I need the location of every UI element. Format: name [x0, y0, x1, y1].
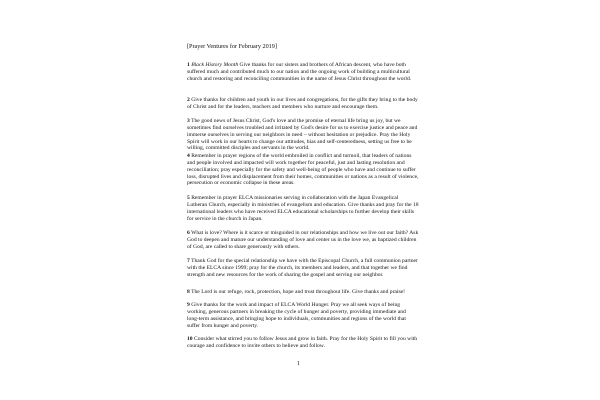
item-text: Give thanks for the work and impact of ELCA World Hunger. Pray we all seek ways of being working, generous partners in breaking the cycle of hunger and poverty, providing immediate and long-term assistance, and bringing hope to individuals, communities and regions of the world that suffer from hunger and poverty.	[187, 302, 406, 329]
item-number: 2	[187, 97, 190, 103]
document-title: [Prayer Ventures for February 2019]	[187, 43, 277, 50]
prayer-item-3	[187, 118, 419, 152]
prayer-item-6	[187, 230, 419, 251]
item-number: 8	[187, 289, 190, 295]
item-text: Thank God for the special relationship we have with the Episcopal Church, a full communion partner with the ELCA since 1999; pray for the church, its members and leaders, and that together we find strength and new resources for the work of sharing the gospel and serving our neighbor.	[187, 258, 418, 278]
item-text: The good news of Jesus Christ, God's love and the promise of eternal life bring us joy, but we sometimes find ourselves troubled and irritated by God's desire for us to exercise justice and peace and immerse ourselves in serving our neighbors in need – without hesitation or prejudice. Pray the Holy Spirit will work in our hearts to change our attitudes, bias and self-centeredness, setting us free to be willing, committed disciples and servants in the world.	[187, 118, 418, 152]
prayer-item-1	[187, 62, 419, 83]
item-text: What is love? Where is it scarce or misguided in our relationships and how we live out our faith? Ask God to deepen and mature our understanding of love and center us in the love we, as baptized children of God, are called to share generously with others.	[187, 230, 419, 250]
prayer-item-4	[187, 153, 419, 187]
item-number: 6	[187, 230, 190, 236]
prayer-item-10	[187, 336, 419, 350]
item-text: Give thanks for our sisters and brothers of African descent, who have both suffered much and contributed much to our nation and the ongoing work of building a multicultural church and restoring and reconciling communities in the name of Jesus Christ throughout the world.	[187, 62, 412, 82]
item-number: 1	[187, 62, 190, 68]
prayer-item-8	[187, 289, 419, 296]
prayer-item-5	[187, 195, 419, 222]
item-text: Consider what stirred you to follow Jesus and grow in faith. Pray for the Holy Spirit to fill you with courage and confidence to invite others to believe and follow.	[187, 336, 418, 349]
page-number: 1	[297, 361, 300, 367]
item-lead: Black History Month	[191, 62, 239, 68]
item-text: Remember in prayer regions of the world embroiled in conflict and turmoil, that leaders of nations and people involved and impacted will work together for peaceful, just and lasting resolution and reconciliation; pray especially for the safety and well-being of people who have and continue to suffer loss, disrupted lives and displacement from their homes, communities or nations as a result of violence, persecution or economic collapse in these areas.	[187, 153, 419, 187]
prayer-item-7	[187, 258, 419, 279]
item-number: 9	[187, 302, 190, 308]
item-number: 3	[187, 118, 190, 124]
prayer-item-9	[187, 302, 419, 329]
item-text: Remember in prayer ELCA missionaries serving in collaboration with the Japan Evangelical Lutheran Church, especially in ministries of evangelism and education. Give thanks and pray for the 18 international leaders who have received ELCA educational scholarships to further develop their skills for service in the church in Japan.	[187, 195, 419, 222]
item-text: The Lord is our refuge, rock, protection, hope and trust throughout life. Give thanks and praise!	[189, 289, 405, 295]
item-number: 7	[187, 258, 190, 264]
item-number: 10	[187, 336, 193, 342]
item-number: 4	[187, 153, 190, 159]
prayer-item-2	[187, 97, 419, 111]
item-text: Give thanks for children and youth in our lives and congregations, for the gifts they bring to the body of Christ and for the leaders, teachers and members who nurture and encourage them.	[187, 97, 418, 110]
item-number: 5	[187, 195, 190, 201]
